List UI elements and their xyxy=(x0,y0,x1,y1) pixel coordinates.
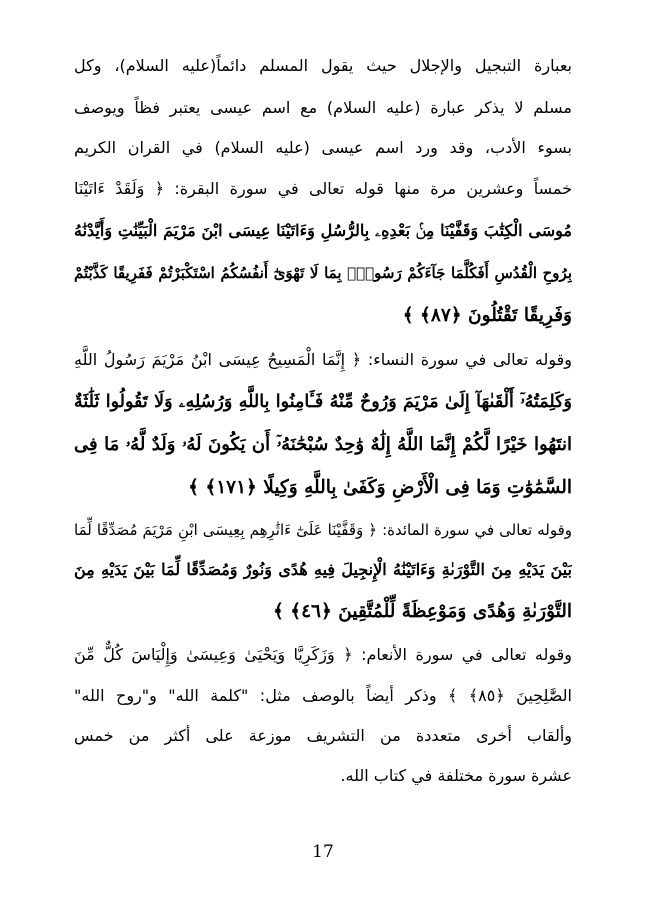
line-text: عشرة سورة مختلفة في كتاب الله. xyxy=(340,766,572,785)
line-text: انتَهُوا خَيْرًا لَّكُمْ إِنَّمَا اللَّهُ إِلَٰهٌ وَٰحِدٌ سُبْحَٰنَهُۥٓ أَن يَكُونَ لَهُۥ وَلَدٌ لَّهُۥ مَا فِى xyxy=(74,434,572,455)
quran-verse-line xyxy=(74,252,572,294)
line-text: بعبارة التبجيل والإجلال حيث يقول المسلم دائماً(عليه السلام)، وكل xyxy=(74,56,572,75)
line-text: بَيْنَ يَدَيْهِ مِنَ التَّوْرَىٰةِ وَءَاتَيْنَٰهُ الْإِنجِيلَ فِيهِ هُدًى وَنُورٌ وَمُصَدِّقًا لِّمَا بَيْنَ يَدَيْهِ مِنَ xyxy=(74,560,572,579)
line-text: مسلم لا يذكر عبارة (عليه السلام) مع اسم عيسى يعتبر فظاً ويوصف xyxy=(74,98,572,117)
text-line xyxy=(74,128,572,168)
line-text: السَّمَٰوَٰتِ وَمَا فِى الْأَرْضِ وَكَفَىٰ بِاللَّهِ وَكِيلًا ﴿١٧١﴾ ﴾ xyxy=(188,476,572,498)
text-line xyxy=(74,756,572,796)
quran-verse-line xyxy=(74,424,572,466)
quran-verse-line xyxy=(74,590,572,634)
page-number: 17 xyxy=(312,842,334,862)
text-line xyxy=(74,676,572,716)
line-text: مُوسَى الْكِتَٰبَ وَقَفَّيْنَا مِنۢ بَعْدِهِۦ بِالرُّسُلِ وَءَاتَيْنَا عِيسَى ابْنَ مَرْيَمَ الْبَيِّنَٰتِ وَأَيَّدْنَٰهُ xyxy=(74,221,572,240)
quran-verse-line xyxy=(74,382,572,424)
text-line xyxy=(74,510,572,550)
line-text: الصَّٰلِحِينَ ﴿٨٥﴾ ﴾ وذكر أيضاً بالوصف مثل: "كلمة الله" و"روح الله" xyxy=(74,686,572,705)
quran-verse-line xyxy=(74,210,572,252)
text-line xyxy=(74,634,572,676)
text-line xyxy=(74,168,572,210)
line-text: التَّوْرَىٰةِ وَهُدًى وَمَوْعِظَةً لِّلْمُتَّقِينَ ﴿٤٦﴾ ﴾ xyxy=(273,600,572,622)
text-line xyxy=(74,44,572,88)
body-text xyxy=(74,44,572,796)
text-line xyxy=(74,338,572,382)
line-text: وألقاب أخرى متعددة من التشريف موزعة على أكثر من خمس xyxy=(74,726,572,745)
text-line xyxy=(74,716,572,756)
line-text: خمساً وعشرين مرة منها قوله تعالى في سورة البقرة: ﴿ وَلَقَدْ ءَاتَيْنَا xyxy=(74,179,572,198)
quran-verse-line xyxy=(74,466,572,510)
line-text: وقوله تعالى في سورة النساء: ﴿ إِنَّمَا الْمَسِيحُ عِيسَى ابْنُ مَرْيَمَ رَسُولُ اللَّهِ xyxy=(74,350,572,369)
line-text: وَفَرِيقًا تَقْتُلُونَ ﴿٨٧﴾ ﴾ xyxy=(402,304,572,326)
line-text: بِرُوحِ الْقُدُسِ أَفَكُلَّمَا جَآءَكُمْ رَسُولٌۢ بِمَا لَا تَهْوَىٰٓ أَنفُسُكُمُ اسْتَكْبَرْتُمْ فَفَرِيقًا كَذَّبْتُمْ xyxy=(74,263,572,282)
line-text: وَكَلِمَتُهُۥٓ أَلْقَىٰهَآ إِلَىٰ مَرْيَمَ وَرُوحٌ مِّنْهُ فَـَٔامِنُوا بِاللَّهِ وَرُسُلِهِۦ وَلَا تَقُولُوا ثَلَٰثَةٌ xyxy=(74,392,572,413)
text-line xyxy=(74,88,572,128)
line-text: وقوله تعالى في سورة المائدة: ﴿ وَقَفَّيْنَا عَلَىٰٓ ءَاثَٰرِهِم بِعِيسَى ابْنِ مَرْيَمَ مُصَدِّقًا لِّمَا xyxy=(74,520,572,539)
quran-verse-line xyxy=(74,550,572,590)
quran-verse-line xyxy=(74,294,572,338)
line-text: وقوله تعالى في سورة الأنعام: ﴿ وَزَكَرِيَّا وَيَحْيَىٰ وَعِيسَىٰ وَإِلْيَاسَ كُلٌّ مِّنَ xyxy=(74,645,572,664)
line-text: بسوء الأدب، وقد ورد اسم عيسى (عليه السلام) في القران الكريم xyxy=(74,138,572,157)
